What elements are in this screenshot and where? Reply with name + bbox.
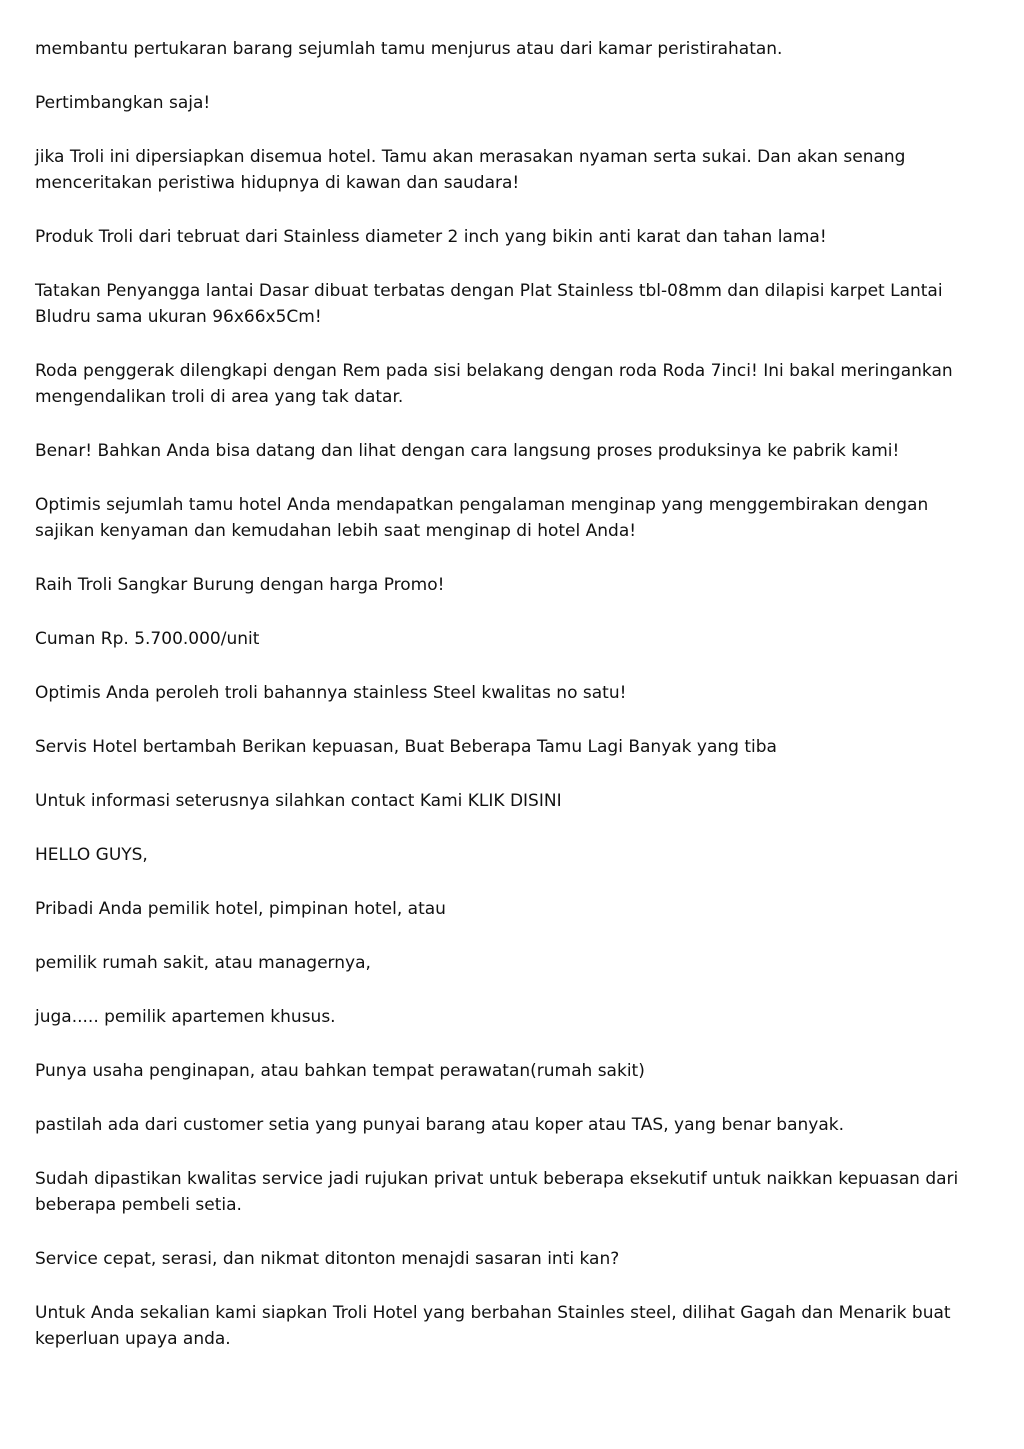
paragraph: Sudah dipastikan kwalitas service jadi rujukan privat untuk beberapa eksekutif untuk naikkan kepuasan dari beberapa pembeli setia. [35,1169,959,1215]
price-paragraph: Cuman Rp. 5.700.000/unit [35,629,260,649]
paragraph: jika Troli ini dipersiapkan disemua hotel. Tamu akan merasakan nyaman serta sukai. Dan akan senang menceritakan peristiwa hidupnya di kawan dan saudara! [35,147,906,193]
paragraph: Punya usaha penginapan, atau bahkan tempat perawatan(rumah sakit) [35,1061,645,1081]
contact-paragraph: Untuk informasi seterusnya silahkan contact Kami KLIK DISINI [35,791,562,811]
paragraph: Raih Troli Sangkar Burung dengan harga Promo! [35,575,445,595]
document-page [35,36,985,1380]
greeting-paragraph: HELLO GUYS, [35,845,148,865]
paragraph: Optimis Anda peroleh troli bahannya stainless Steel kwalitas no satu! [35,683,627,703]
paragraph: Untuk Anda sekalian kami siapkan Troli Hotel yang berbahan Stainles steel, dilihat Gagah dan Menarik buat keperluan upaya anda. [35,1303,951,1349]
paragraph: Pertimbangkan saja! [35,93,211,113]
paragraph: Service cepat, serasi, dan nikmat ditonton menajdi sasaran inti kan? [35,1249,620,1269]
paragraph: Pribadi Anda pemilik hotel, pimpinan hotel, atau [35,899,446,919]
paragraph: Benar! Bahkan Anda bisa datang dan lihat dengan cara langsung proses produksinya ke pabrik kami! [35,441,900,461]
paragraph: Tatakan Penyangga lantai Dasar dibuat terbatas dengan Plat Stainless tbl-08mm dan dilapisi karpet Lantai Bludru sama ukuran 96x66x5Cm! [35,281,943,327]
paragraph: Servis Hotel bertambah Berikan kepuasan, Buat Beberapa Tamu Lagi Banyak yang tiba [35,737,777,757]
paragraph: pastilah ada dari customer setia yang punyai barang atau koper atau TAS, yang benar banyak. [35,1115,845,1135]
paragraph: Roda penggerak dilengkapi dengan Rem pada sisi belakang dengan roda Roda 7inci! Ini bakal meringankan mengendalikan troli di area yang tak datar. [35,361,953,407]
paragraph: pemilik rumah sakit, atau managernya, [35,953,371,973]
paragraph: juga..... pemilik apartemen khusus. [35,1007,336,1027]
paragraph: Optimis sejumlah tamu hotel Anda mendapatkan pengalaman menginap yang menggembirakan dengan sajikan kenyaman dan kemudahan lebih saat menginap di hotel Anda! [35,495,929,541]
paragraph: membantu pertukaran barang sejumlah tamu menjurus atau dari kamar peristirahatan. [35,39,783,59]
paragraph: Produk Troli dari tebruat dari Stainless diameter 2 inch yang bikin anti karat dan tahan lama! [35,227,827,247]
